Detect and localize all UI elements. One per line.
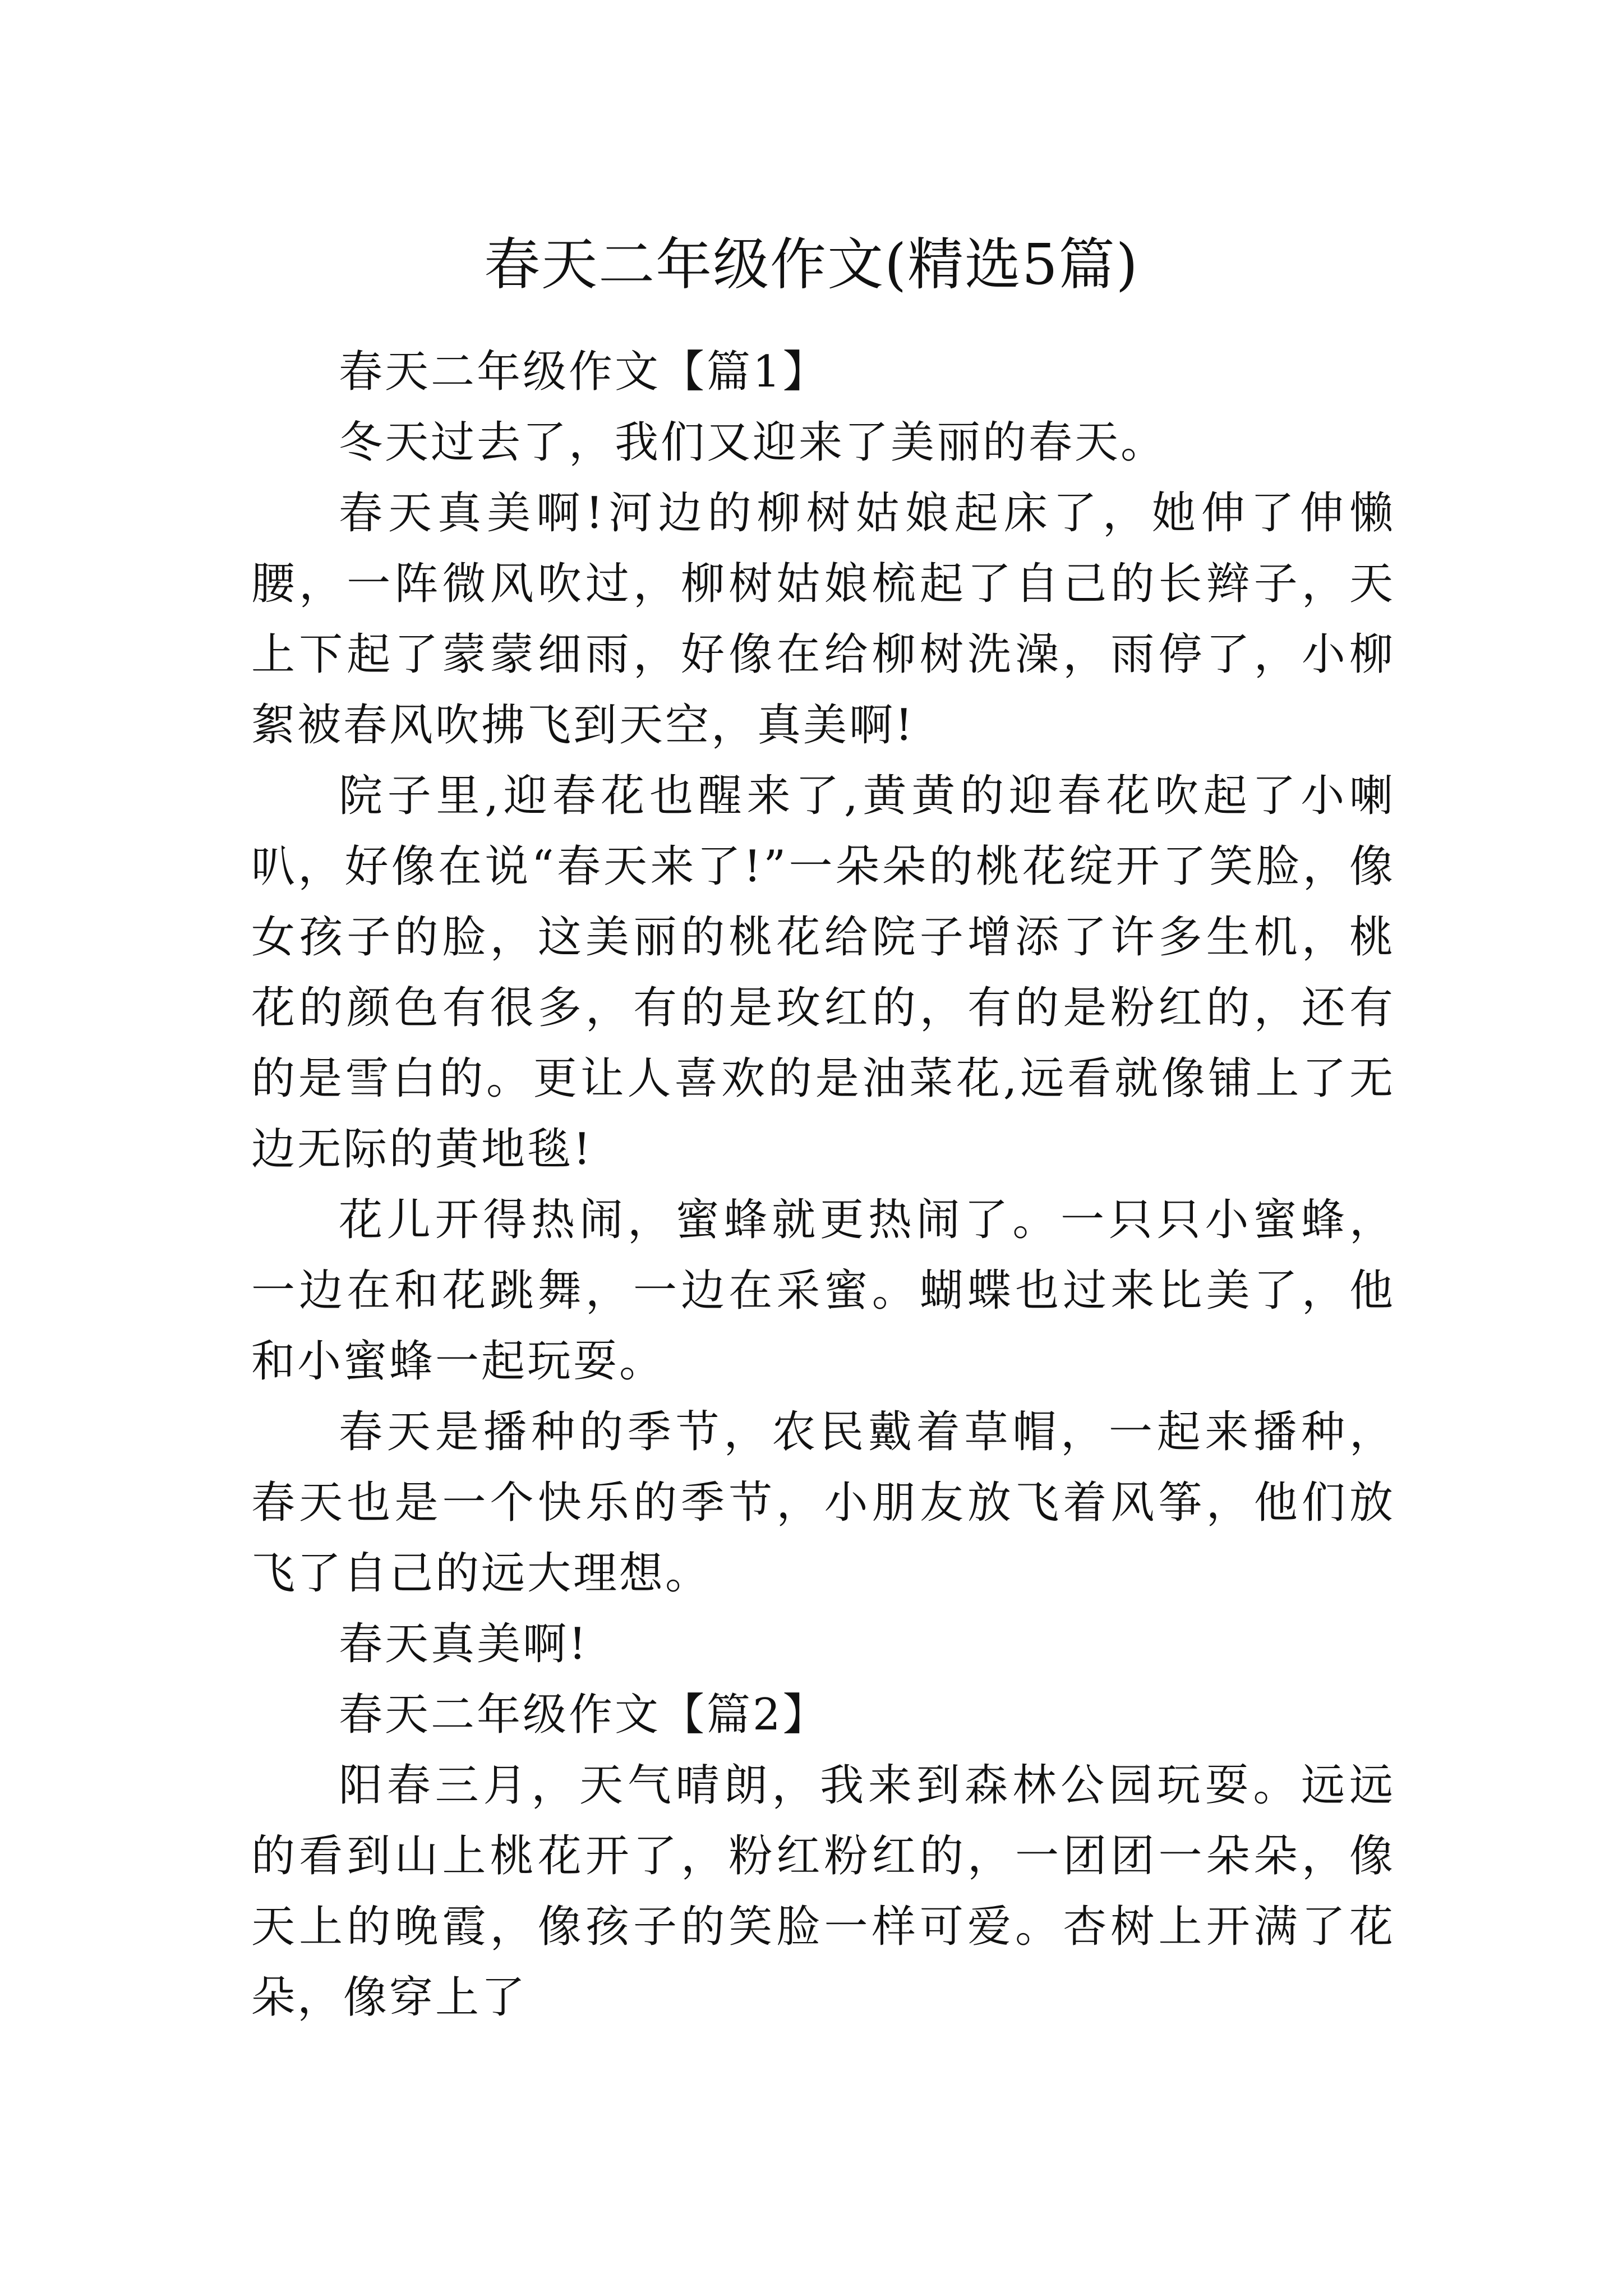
document-body: [251, 337, 1395, 2033]
paragraph: 春天真美啊!: [339, 1619, 589, 1669]
paragraph: 阳春三月，天气晴朗，我来到森林公园玩耍。远远的看到山上桃花开了，粉红粉红的，一团团一朵朵，像天上的晚霞，像孩子的笑脸一样可爱。杏树上开满了花朵，像穿上了: [251, 1760, 1395, 2023]
paragraph: 春天真美啊!河边的柳树姑娘起床了，她伸了伸懒腰，一阵微风吹过，柳树姑娘梳起了自己的长辫子，天上下起了蒙蒙细雨，好像在给柳树洗澡，雨停了，小柳絮被春风吹拂飞到天空，真美啊!: [251, 488, 1395, 751]
paragraph: 春天是播种的季节，农民戴着草帽，一起来播种，春天也是一个快乐的季节，小朋友放飞着风筝，他们放飞了自己的远大理想。: [251, 1407, 1395, 1599]
paragraph: 冬天过去了，我们又迎来了美丽的春天。: [339, 417, 1167, 468]
document-title: 春天二年级作文(精选5篇): [484, 232, 1139, 297]
section-heading-2: 春天二年级作文【篇2】: [339, 1690, 829, 1740]
section-heading-1: 春天二年级作文【篇1】: [339, 347, 829, 397]
paragraph: 花儿开得热闹，蜜蜂就更热闹了。一只只小蜜蜂，一边在和花跳舞，一边在采蜜。蝴蝶也过来比美了，他和小蜜蜂一起玩耍。: [251, 1195, 1395, 1387]
paragraph: 院子里,迎春花也醒来了,黄黄的迎春花吹起了小喇叭，好像在说“春天来了!”一朵朵的桃花绽开了笑脸，像女孩子的脸，这美丽的桃花给院子增添了许多生机，桃花的颜色有很多，有的是玫红的，有的是粉红的，还有的是雪白的。更让人喜欢的是油菜花,远看就像铺上了无边无际的黄地毯!: [251, 771, 1395, 1175]
